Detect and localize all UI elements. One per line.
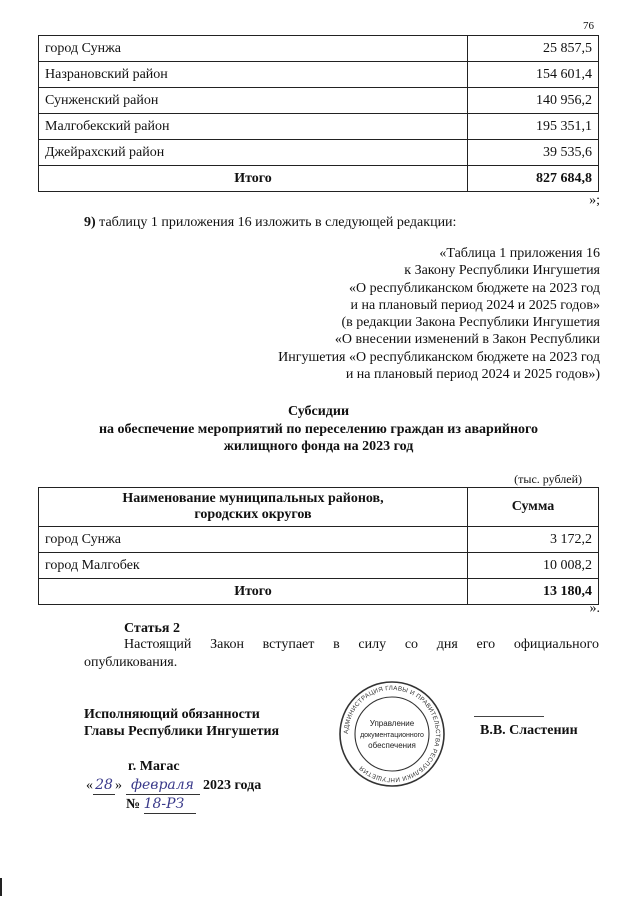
signatory-line: Главы Республики Ингушетия (84, 724, 280, 739)
table-row (39, 114, 599, 140)
heading-line: на обеспечение мероприятий по переселению граждан из аварийного (98, 421, 539, 437)
signatory-line: Исполняющий обязанности (84, 707, 260, 722)
quote-mark: « (86, 778, 93, 793)
table-row (39, 140, 599, 166)
header-line: Наименование муниципальных районов, (122, 491, 384, 506)
reference-line: и на плановый период 2024 и 2025 годов» (350, 297, 600, 313)
total-row (39, 166, 599, 192)
table-row (39, 527, 599, 553)
stamp-line: обеспечения (368, 741, 416, 750)
section-heading (38, 403, 599, 456)
date-year: 2023 года (203, 778, 262, 793)
units-label: (тыс. рублей) (514, 472, 582, 486)
heading-line: жилищного фонда на 2023 год (223, 439, 414, 454)
amendment-item-9 (84, 214, 604, 231)
signatory-name: В.В. Сластенин (480, 723, 578, 738)
table-row (39, 36, 599, 62)
amount-value: 195 351,1 (468, 114, 599, 140)
article-title: Статья 2 (124, 621, 180, 636)
reference-line: «О внесении изменений в Закон Республики (334, 332, 600, 348)
law-number-value: 18-РЗ (144, 796, 196, 814)
reference-block (200, 245, 600, 383)
reference-line: «Таблица 1 приложения 16 (439, 246, 600, 261)
article-text-line: Настоящий Закон вступает в силу со дня его официального (124, 637, 599, 652)
table-row (39, 88, 599, 114)
amount-value: 154 601,4 (468, 62, 599, 88)
subsidy-table (38, 487, 599, 605)
column-header-sum: Сумма (468, 488, 599, 527)
stamp-line: Управление (369, 719, 415, 728)
header-line: городских округов (194, 507, 312, 522)
total-value: 827 684,8 (468, 166, 599, 192)
reference-line: Ингушетия «О республиканском бюджете на 2023 год (278, 349, 600, 365)
table2-closing-quote: ». (589, 601, 600, 616)
heading-title: Субсидии (287, 404, 350, 419)
reference-line: (в редакции Закона Республики Ингушетия (341, 315, 600, 331)
reference-line: к Закону Республики Ингушетия (404, 263, 600, 279)
total-value: 13 180,4 (468, 579, 599, 605)
scan-margin-mark (0, 878, 2, 896)
amount-value: 39 535,6 (468, 140, 599, 166)
signing-date (86, 777, 366, 795)
allocation-table-continued (38, 35, 599, 192)
city-name: город Малгобек (39, 553, 468, 579)
number-sign: № (126, 797, 141, 812)
item-text: таблицу 1 приложения 16 изложить в следующей редакции: (95, 215, 457, 230)
date-day: 28 (93, 777, 115, 795)
item-number: 9) (84, 215, 96, 230)
table-header-row (39, 488, 599, 527)
district-name: Джейрахский район (39, 140, 468, 166)
reference-line: и на плановый период 2024 и 2025 годов») (345, 367, 600, 383)
amount-value: 140 956,2 (468, 88, 599, 114)
district-name: Назрановский район (39, 62, 468, 88)
signature-line (474, 716, 544, 717)
stamp-line: документационного (360, 732, 424, 739)
table-row (39, 62, 599, 88)
table1-closing-quote: »; (589, 193, 600, 208)
reference-line: «О республиканском бюджете на 2023 год (349, 280, 600, 296)
total-label: Итого (39, 166, 468, 192)
law-number (126, 796, 196, 814)
signatory-title (84, 706, 279, 740)
city-label: г. Магас (128, 759, 180, 774)
district-name: город Сунжа (39, 36, 468, 62)
district-name: Сунженский район (39, 88, 468, 114)
total-label: Итого (39, 579, 468, 605)
stamp-ring-text: АДМИНИСТРАЦИЯ ГЛАВЫ И ПРАВИТЕЛЬСТВА РЕСПУБЛИКИ ИНГУШЕТИЯ (342, 684, 442, 784)
date-month: февраля (126, 777, 200, 795)
city-name: город Сунжа (39, 527, 468, 553)
column-header-name (39, 488, 468, 527)
amount-value: 25 857,5 (468, 36, 599, 62)
amount-value: 3 172,2 (468, 527, 599, 553)
quote-mark: » (115, 778, 122, 793)
article-text-line: опубликования. (84, 655, 178, 670)
page-number: 76 (583, 20, 594, 32)
table-row (39, 553, 599, 579)
amount-value: 10 008,2 (468, 553, 599, 579)
official-stamp (338, 680, 446, 788)
district-name: Малгобекский район (39, 114, 468, 140)
